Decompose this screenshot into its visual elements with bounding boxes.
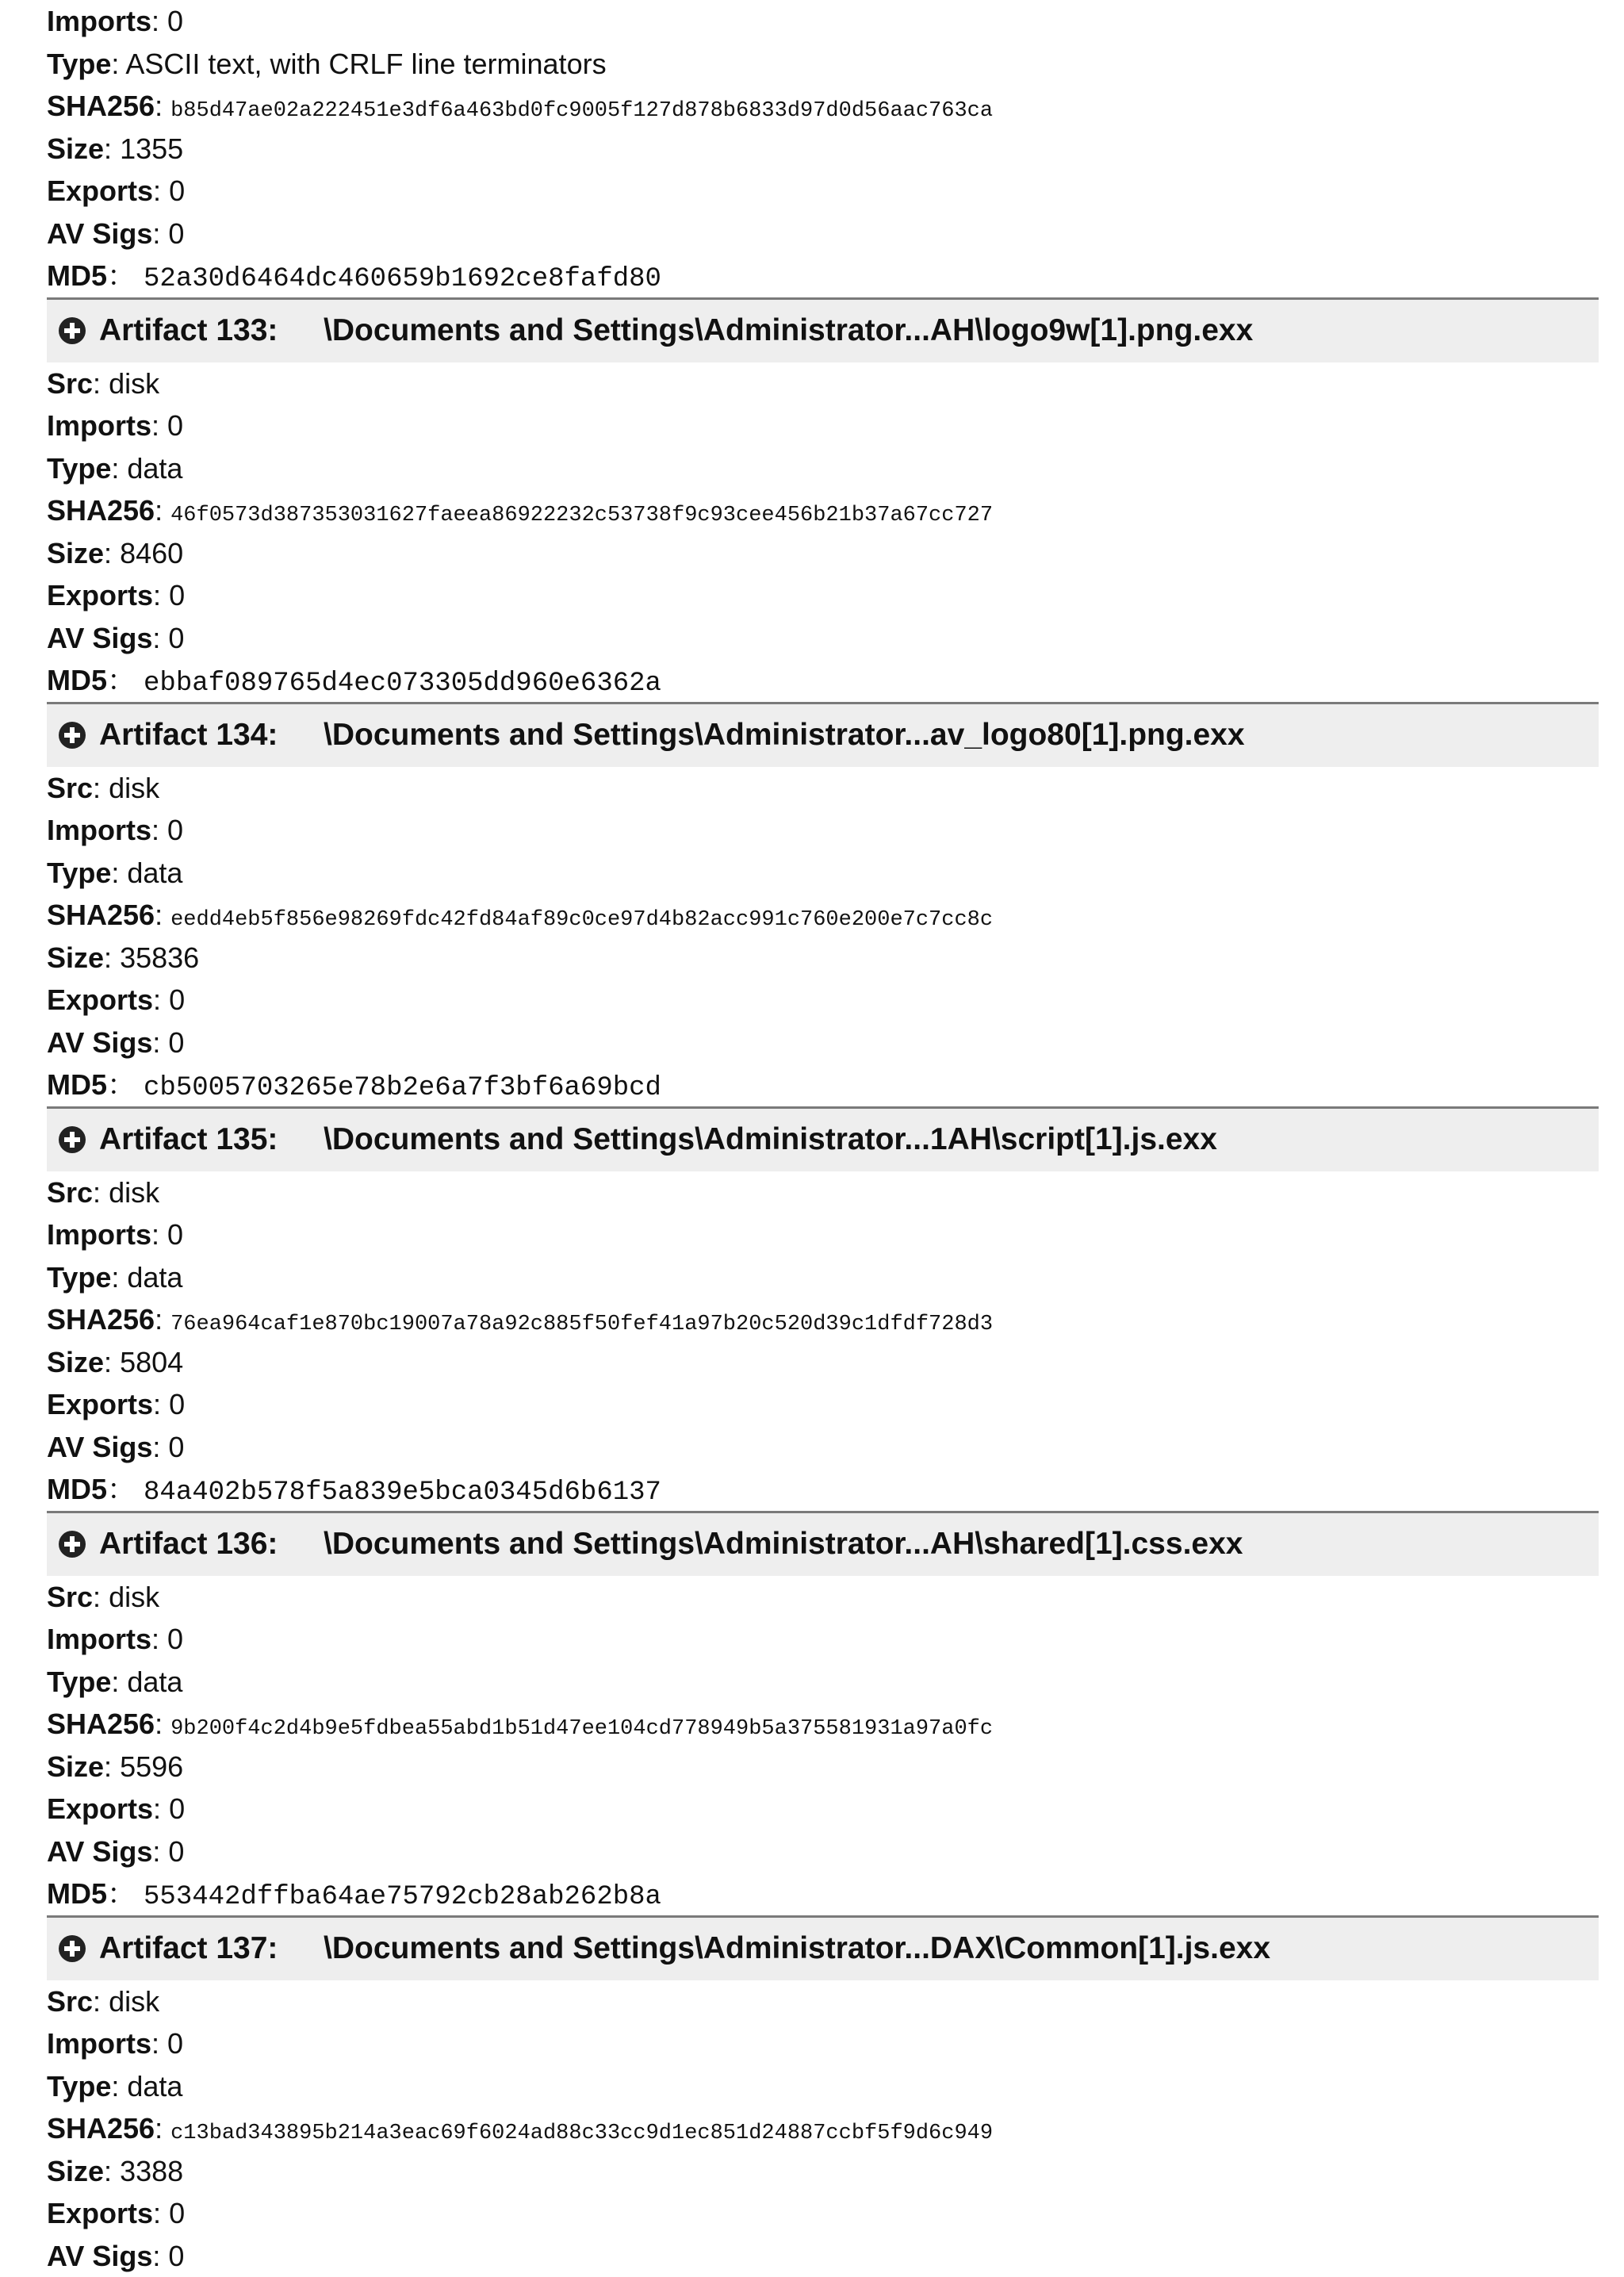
md5-separator: ： <box>107 1068 144 1101</box>
separator: : <box>152 1835 168 1868</box>
plus-circle-icon[interactable] <box>58 1934 86 1963</box>
md5-label: MD5 <box>47 259 107 292</box>
exports-value: 0 <box>169 579 185 611</box>
artifact-path: \Documents and Settings\Administrator...AH\shared[1].css.exx <box>324 1527 1243 1562</box>
artifact-header[interactable] <box>47 1511 1599 1576</box>
size-row <box>47 1746 1599 1788</box>
exports-value: 0 <box>169 983 185 1016</box>
md5-row <box>47 1873 1599 1915</box>
exports-value: 0 <box>169 174 185 207</box>
sha256-row <box>47 2107 1599 2150</box>
artifact-section <box>47 702 1599 1106</box>
size-row <box>47 532 1599 575</box>
md5-separator: ： <box>107 1877 144 1910</box>
artifact-title: Artifact 136: <box>99 1527 324 1562</box>
artifact-section <box>47 297 1599 702</box>
separator: : <box>153 1792 169 1825</box>
sha256-value: b85d47ae02a222451e3df6a463bd0fc9005f127d878b6833d97d0d56aac763ca <box>170 99 993 123</box>
size-label: Size <box>47 2155 104 2187</box>
type-label: Type <box>47 1261 111 1294</box>
exports-value: 0 <box>169 2197 185 2229</box>
separator: : <box>151 814 167 846</box>
exports-label: Exports <box>47 174 153 207</box>
plus-circle-icon[interactable] <box>58 721 86 749</box>
type-row <box>47 447 1599 490</box>
exports-row <box>47 1383 1599 1426</box>
type-label: Type <box>47 2070 111 2103</box>
type-row <box>47 1661 1599 1704</box>
imports-label: Imports <box>47 409 151 442</box>
separator: : <box>151 5 167 37</box>
separator: : <box>93 1985 109 2018</box>
md5-row <box>47 255 1599 297</box>
artifact-header[interactable] <box>47 702 1599 767</box>
artifact-details-partial <box>47 0 1599 297</box>
separator: : <box>155 90 170 122</box>
separator: : <box>151 409 167 442</box>
artifact-header[interactable] <box>47 1915 1599 1980</box>
separator: : <box>153 174 169 207</box>
separator: : <box>93 772 109 804</box>
separator: : <box>152 1431 168 1463</box>
av-sigs-row <box>47 617 1599 660</box>
src-label: Src <box>47 1176 93 1209</box>
type-row <box>47 2065 1599 2108</box>
exports-row <box>47 2192 1599 2235</box>
size-row <box>47 128 1599 171</box>
md5-label: MD5 <box>47 1473 107 1505</box>
size-value: 35836 <box>120 941 199 974</box>
sha256-value: 76ea964caf1e870bc19007a78a92c885f50fef41a97b20c520d39c1dfdf728d3 <box>170 1313 993 1336</box>
md5-label: MD5 <box>47 1877 107 1910</box>
type-label: Type <box>47 48 111 80</box>
separator: : <box>93 1176 109 1209</box>
artifact-path: \Documents and Settings\Administrator...AH\logo9w[1].png.exx <box>324 313 1253 348</box>
md5-label: MD5 <box>47 1068 107 1101</box>
md5-row <box>47 659 1599 702</box>
src-label: Src <box>47 772 93 804</box>
exports-row <box>47 170 1599 213</box>
size-label: Size <box>47 132 104 165</box>
separator: : <box>155 1303 170 1336</box>
artifact-title: Artifact 133: <box>99 313 324 348</box>
artifact-path: \Documents and Settings\Administrator...av_logo80[1].png.exx <box>324 718 1245 753</box>
separator: : <box>151 1623 167 1655</box>
imports-label: Imports <box>47 814 151 846</box>
md5-value: cb5005703265e78b2e6a7f3bf6a69bcd <box>144 1073 661 1103</box>
imports-value: 0 <box>167 2027 183 2060</box>
av-sigs-label: AV Sigs <box>47 1431 152 1463</box>
av-sigs-value: 0 <box>168 1431 184 1463</box>
imports-label: Imports <box>47 1218 151 1251</box>
separator: : <box>155 494 170 527</box>
separator: : <box>155 2112 170 2145</box>
artifact-list <box>47 0 1599 2277</box>
plus-circle-icon[interactable] <box>58 1530 86 1558</box>
type-value: data <box>127 1261 182 1294</box>
md5-value: 52a30d6464dc460659b1692ce8fafd80 <box>144 264 661 294</box>
artifact-header[interactable] <box>47 297 1599 362</box>
size-label: Size <box>47 537 104 569</box>
plus-circle-icon[interactable] <box>58 316 86 345</box>
separator: : <box>111 48 125 80</box>
artifact-section <box>47 1915 1599 2277</box>
separator: : <box>152 217 168 250</box>
av-sigs-row <box>47 1426 1599 1469</box>
separator: : <box>152 1026 168 1059</box>
size-row <box>47 1341 1599 1384</box>
md5-row <box>47 1468 1599 1511</box>
exports-label: Exports <box>47 579 153 611</box>
src-label: Src <box>47 1985 93 2018</box>
av-sigs-row <box>47 1022 1599 1064</box>
md5-value: 553442dffba64ae75792cb28ab262b8a <box>144 1882 661 1912</box>
sha256-value: c13bad343895b214a3eac69f6024ad88c33cc9d1ec851d24887ccbf5f9d6c949 <box>170 2122 993 2145</box>
separator: : <box>153 983 169 1016</box>
src-row <box>47 362 1599 405</box>
src-value: disk <box>109 367 159 400</box>
imports-row <box>47 2022 1599 2065</box>
size-value: 3388 <box>120 2155 183 2187</box>
type-row <box>47 1256 1599 1299</box>
artifact-title: Artifact 134: <box>99 718 324 753</box>
src-row <box>47 767 1599 810</box>
av-sigs-label: AV Sigs <box>47 2240 152 2272</box>
md5-separator: ： <box>107 664 144 696</box>
md5-separator: ： <box>107 1473 144 1505</box>
av-sigs-value: 0 <box>168 1835 184 1868</box>
separator: : <box>104 1750 120 1783</box>
av-sigs-row <box>47 2235 1599 2277</box>
av-sigs-value: 0 <box>168 2240 184 2272</box>
src-label: Src <box>47 1581 93 1613</box>
imports-label: Imports <box>47 1623 151 1655</box>
type-value: data <box>127 2070 182 2103</box>
av-sigs-label: AV Sigs <box>47 622 152 654</box>
md5-value: ebbaf089765d4ec073305dd960e6362a <box>144 669 661 699</box>
imports-row <box>47 1618 1599 1661</box>
imports-label: Imports <box>47 2027 151 2060</box>
size-label: Size <box>47 1750 104 1783</box>
av-sigs-label: AV Sigs <box>47 1026 152 1059</box>
src-row <box>47 1171 1599 1214</box>
av-sigs-row <box>47 213 1599 255</box>
separator: : <box>111 1261 127 1294</box>
separator: : <box>111 2070 127 2103</box>
separator: : <box>152 2240 168 2272</box>
av-sigs-value: 0 <box>168 217 184 250</box>
type-label: Type <box>47 857 111 889</box>
sha256-row <box>47 85 1599 128</box>
av-sigs-label: AV Sigs <box>47 1835 152 1868</box>
size-label: Size <box>47 941 104 974</box>
md5-row <box>47 1064 1599 1106</box>
separator: : <box>155 899 170 931</box>
separator: : <box>151 2027 167 2060</box>
sha256-row <box>47 894 1599 937</box>
artifact-path: \Documents and Settings\Administrator...DAX\Common[1].js.exx <box>324 1931 1270 1966</box>
artifact-section <box>47 1511 1599 1915</box>
artifact-title: Artifact 135: <box>99 1122 324 1157</box>
src-label: Src <box>47 367 93 400</box>
type-value: data <box>127 452 182 485</box>
size-value: 1355 <box>120 132 183 165</box>
separator: : <box>111 452 127 485</box>
separator: : <box>153 579 169 611</box>
type-value: ASCII text, with CRLF line terminators <box>125 48 606 80</box>
sha256-row <box>47 1298 1599 1341</box>
imports-row <box>47 809 1599 852</box>
exports-row <box>47 979 1599 1022</box>
src-value: disk <box>109 1581 159 1613</box>
size-row <box>47 2150 1599 2193</box>
sha256-label: SHA256 <box>47 1708 155 1740</box>
src-value: disk <box>109 772 159 804</box>
sha256-label: SHA256 <box>47 2112 155 2145</box>
sha256-row <box>47 489 1599 532</box>
imports-value: 0 <box>167 814 183 846</box>
exports-label: Exports <box>47 2197 153 2229</box>
artifact-title: Artifact 137: <box>99 1931 324 1966</box>
size-value: 5804 <box>120 1346 183 1378</box>
separator: : <box>104 1346 120 1378</box>
type-label: Type <box>47 452 111 485</box>
av-sigs-label: AV Sigs <box>47 217 152 250</box>
imports-row <box>47 1213 1599 1256</box>
av-sigs-value: 0 <box>168 622 184 654</box>
sha256-value: eedd4eb5f856e98269fdc42fd84af89c0ce97d4b82acc991c760e200e7c7cc8c <box>170 908 993 932</box>
exports-label: Exports <box>47 983 153 1016</box>
type-value: data <box>127 857 182 889</box>
separator: : <box>93 1581 109 1613</box>
separator: : <box>104 941 120 974</box>
type-value: data <box>127 1666 182 1698</box>
av-sigs-value: 0 <box>168 1026 184 1059</box>
src-value: disk <box>109 1176 159 1209</box>
exports-value: 0 <box>169 1792 185 1825</box>
imports-row <box>47 404 1599 447</box>
separator: : <box>152 622 168 654</box>
separator: : <box>111 857 127 889</box>
exports-row <box>47 574 1599 617</box>
src-row <box>47 1980 1599 2023</box>
separator: : <box>104 132 120 165</box>
separator: : <box>151 1218 167 1251</box>
md5-label: MD5 <box>47 664 107 696</box>
src-row <box>47 1576 1599 1619</box>
separator: : <box>104 2155 120 2187</box>
md5-separator: ： <box>107 259 144 292</box>
av-sigs-row <box>47 1830 1599 1873</box>
imports-row <box>47 0 1599 43</box>
artifact-section <box>47 1106 1599 1511</box>
plus-circle-icon[interactable] <box>58 1125 86 1154</box>
type-row <box>47 43 1599 86</box>
exports-value: 0 <box>169 1388 185 1420</box>
size-value: 8460 <box>120 537 183 569</box>
separator: : <box>155 1708 170 1740</box>
separator: : <box>153 1388 169 1420</box>
size-label: Size <box>47 1346 104 1378</box>
sha256-value: 46f0573d387353031627faeea86922232c53738f9c93cee456b21b37a67cc727 <box>170 504 993 527</box>
exports-row <box>47 1788 1599 1830</box>
type-row <box>47 852 1599 895</box>
size-row <box>47 937 1599 979</box>
exports-label: Exports <box>47 1388 153 1420</box>
separator: : <box>93 367 109 400</box>
sha256-label: SHA256 <box>47 90 155 122</box>
sha256-label: SHA256 <box>47 1303 155 1336</box>
md5-value: 84a402b578f5a839e5bca0345d6b6137 <box>144 1478 661 1508</box>
exports-label: Exports <box>47 1792 153 1825</box>
separator: : <box>153 2197 169 2229</box>
imports-value: 0 <box>167 5 183 37</box>
imports-value: 0 <box>167 1218 183 1251</box>
separator: : <box>104 537 120 569</box>
artifact-path: \Documents and Settings\Administrator...1AH\script[1].js.exx <box>324 1122 1217 1157</box>
imports-label: Imports <box>47 5 151 37</box>
sha256-value: 9b200f4c2d4b9e5fdbea55abd1b51d47ee104cd778949b5a375581931a97a0fc <box>170 1717 993 1741</box>
sha256-label: SHA256 <box>47 899 155 931</box>
sha256-row <box>47 1703 1599 1746</box>
imports-value: 0 <box>167 409 183 442</box>
sha256-label: SHA256 <box>47 494 155 527</box>
separator: : <box>111 1666 127 1698</box>
size-value: 5596 <box>120 1750 183 1783</box>
type-label: Type <box>47 1666 111 1698</box>
artifact-header[interactable] <box>47 1106 1599 1171</box>
src-value: disk <box>109 1985 159 2018</box>
imports-value: 0 <box>167 1623 183 1655</box>
